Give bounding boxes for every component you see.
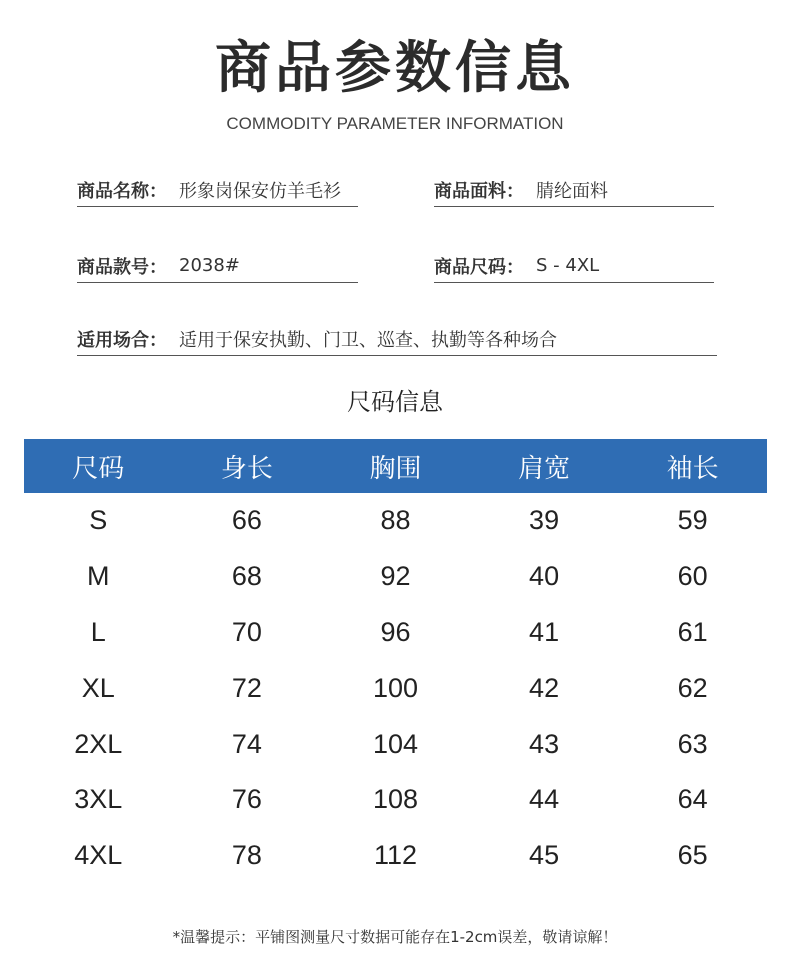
table-cell: 74	[231, 728, 262, 759]
param-label: 适用场合：	[77, 329, 167, 351]
param-label: 商品名称：	[77, 180, 167, 202]
table-cell: 72	[231, 672, 262, 703]
table-cell: 65	[677, 840, 708, 871]
table-cell: 66	[231, 505, 262, 536]
table-cell: 39	[529, 505, 560, 536]
table-cell: 76	[231, 784, 262, 815]
table-cell: S	[89, 505, 108, 536]
table-cell: 60	[677, 561, 708, 592]
column-header: 尺码	[72, 453, 125, 484]
table-row	[24, 493, 767, 549]
page-subtitle: COMMODITY PARAMETER INFORMATION	[226, 114, 564, 133]
table-cell: 41	[529, 616, 560, 647]
table-row	[24, 772, 767, 828]
param-label: 商品面料：	[434, 180, 524, 202]
table-cell: 63	[677, 728, 708, 759]
table-cell: 64	[677, 784, 708, 815]
table-row	[24, 660, 767, 716]
table-row	[24, 716, 767, 772]
table-row	[24, 549, 767, 605]
table-cell: 108	[372, 784, 419, 815]
param-label: 商品尺码：	[434, 256, 524, 278]
table-row	[24, 828, 767, 884]
table-cell: 59	[677, 505, 708, 536]
table-cell: 4XL	[74, 840, 123, 871]
table-cell: 96	[380, 616, 411, 647]
param-model-number	[77, 249, 358, 283]
table-cell: 78	[231, 840, 262, 871]
param-value: S - 4XL	[536, 255, 600, 276]
size-info-title: 尺码信息	[347, 388, 443, 416]
table-cell: 62	[677, 672, 708, 703]
table-cell: 112	[373, 840, 417, 871]
table-cell: 43	[529, 728, 560, 759]
table-cell: 104	[372, 728, 419, 759]
param-occasion	[77, 322, 717, 356]
param-size-range	[434, 249, 714, 283]
table-row	[24, 605, 767, 661]
table-cell: 44	[529, 784, 560, 815]
param-value: 2038#	[179, 255, 240, 276]
table-cell: 68	[231, 561, 262, 592]
param-label: 商品款号：	[77, 256, 167, 278]
size-table	[24, 439, 767, 884]
table-cell: 45	[529, 840, 560, 871]
table-cell: 61	[677, 616, 708, 647]
table-cell: 40	[529, 561, 560, 592]
table-cell: L	[90, 616, 106, 647]
column-header: 身长	[220, 453, 273, 484]
table-cell: M	[87, 561, 110, 592]
table-cell: 92	[380, 561, 411, 592]
table-cell: 70	[231, 616, 262, 647]
table-cell: 42	[529, 672, 560, 703]
table-cell: 2XL	[74, 728, 123, 759]
column-header: 胸围	[369, 453, 422, 484]
page-title: 商品参数信息	[215, 36, 575, 101]
footer-note: *温馨提示：平铺图测量尺寸数据可能存在1-2cm误差，敬请谅解！	[172, 928, 618, 946]
size-table-body	[24, 493, 767, 884]
param-fabric	[434, 173, 714, 207]
table-cell: 3XL	[74, 784, 123, 815]
param-product-name	[77, 173, 358, 207]
param-value: 形象岗保安仿羊毛衫	[179, 180, 341, 202]
table-cell: XL	[81, 672, 115, 703]
column-header: 袖长	[666, 453, 719, 484]
column-header: 肩宽	[518, 453, 571, 484]
table-cell: 100	[372, 672, 419, 703]
table-cell: 88	[380, 505, 411, 536]
param-value: 适用于保安执勤、门卫、巡查、执勤等各种场合	[179, 329, 557, 351]
size-table-header	[24, 439, 767, 493]
param-value: 腈纶面料	[536, 180, 608, 202]
